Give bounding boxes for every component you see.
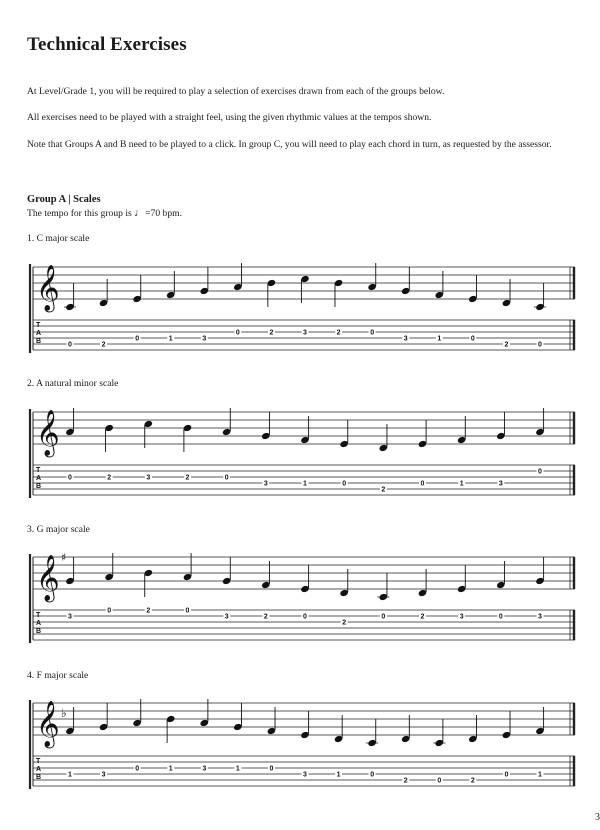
tab-fret-number: 3 <box>146 474 151 482</box>
tab-fret-number: 0 <box>269 765 274 773</box>
tab-fret-number: 2 <box>269 329 274 337</box>
tab-fret-number: 0 <box>381 613 386 621</box>
tab-fret-number: 2 <box>101 341 106 349</box>
tab-fret-number: 0 <box>135 765 140 773</box>
tab-letter-a: A <box>36 766 42 773</box>
tab-fret-number: 0 <box>498 613 503 621</box>
tab-fret-number: 1 <box>437 335 442 343</box>
exercise-3-label: 3. G major scale <box>27 524 90 535</box>
tab-fret-number: 0 <box>370 771 375 779</box>
tab-fret-number: 2 <box>420 613 425 621</box>
tab-fret-number: 0 <box>107 607 112 615</box>
feel-paragraph: All exercises need to be played with a straight feel, using the given rhythmic values at the tempos shown. <box>27 112 432 123</box>
tab-letter-b: B <box>36 483 42 490</box>
tab-fret-number: 1 <box>168 335 173 343</box>
tab-fret-number: 1 <box>303 480 307 488</box>
page-number: 3 <box>595 812 600 823</box>
tab-letter-t: T <box>36 467 41 474</box>
tab-fret-number: 2 <box>403 777 408 785</box>
tab-fret-number: 0 <box>185 607 190 615</box>
tab-fret-number: 3 <box>263 480 268 488</box>
exercise-2-label: 2. A natural minor scale <box>27 378 119 389</box>
tab-fret-number: 1 <box>336 771 341 779</box>
page-title: Technical Exercises <box>27 34 187 55</box>
tab-fret-number: 2 <box>336 329 341 337</box>
flat-icon: ♭ <box>61 706 67 720</box>
tab-fret-number: 0 <box>135 335 140 343</box>
tab-fret-number: 1 <box>235 765 240 773</box>
tab-fret-number: 2 <box>381 486 386 494</box>
tab-letter-a: A <box>36 330 42 337</box>
tab-fret-number: 3 <box>101 771 106 779</box>
exercise-4-label: 4. F major scale <box>27 670 89 681</box>
tab-fret-number: 3 <box>403 335 408 343</box>
group-a-heading: Group A | Scales <box>27 194 101 205</box>
tab-fret-number: 0 <box>68 474 72 482</box>
tab-fret-number: 3 <box>538 613 542 621</box>
tab-letter-b: B <box>36 338 42 345</box>
tab-fret-number: 2 <box>504 341 509 349</box>
tab-fret-number: 3 <box>303 771 307 779</box>
tempo-value: =70 bpm. <box>145 208 182 219</box>
tab-fret-number: 0 <box>437 777 442 785</box>
tab-letter-a: A <box>36 620 42 627</box>
tab-fret-number: 0 <box>224 474 229 482</box>
tab-letter-t: T <box>36 758 41 765</box>
tab-fret-number: 3 <box>303 329 307 337</box>
treble-clef-icon: 𝄞 <box>36 265 60 311</box>
tab-fret-number: 2 <box>107 474 112 482</box>
tab-fret-number: 0 <box>370 329 375 337</box>
tab-fret-number: 0 <box>470 335 475 343</box>
intro-paragraph: At Level/Grade 1, you will be required to play a selection of exercises drawn from each of the groups below. <box>27 86 445 97</box>
tab-fret-number: 2 <box>146 607 151 615</box>
tab-letter-b: B <box>36 628 42 635</box>
groups-paragraph: Note that Groups A and B need to be played to a click. In group C, you will need to play each chord in turn, as requested by the assessor. <box>27 139 552 150</box>
treble-clef-icon: 𝄞 <box>36 410 60 456</box>
tab-fret-number: 3 <box>202 335 207 343</box>
tab-fret-number: 0 <box>420 480 425 488</box>
tab-fret-number: 0 <box>504 771 509 779</box>
tab-fret-number: 3 <box>459 613 464 621</box>
treble-clef-icon: 𝄞 <box>36 701 60 747</box>
tab-fret-number: 2 <box>470 777 475 785</box>
exercise-1-label: 1. C major scale <box>27 233 90 244</box>
quarter-note-icon: ♩ <box>134 207 146 219</box>
tab-fret-number: 2 <box>263 613 268 621</box>
tab-fret-number: 2 <box>185 474 190 482</box>
tab-fret-number: 0 <box>538 468 542 476</box>
tab-fret-number: 0 <box>303 613 307 621</box>
tab-fret-number: 0 <box>342 480 347 488</box>
tab-letter-b: B <box>36 774 42 781</box>
tab-fret-number: 0 <box>538 341 542 349</box>
tempo-prefix: The tempo for this group is <box>27 208 135 219</box>
tab-fret-number: 3 <box>498 480 503 488</box>
treble-clef-icon: 𝄞 <box>36 555 60 601</box>
tab-fret-number: 1 <box>459 480 464 488</box>
tab-fret-number: 1 <box>538 771 542 779</box>
tab-letter-t: T <box>36 322 41 329</box>
tab-fret-number: 1 <box>168 765 173 773</box>
tab-fret-number: 0 <box>235 329 240 337</box>
sharp-icon: ♯ <box>61 551 67 564</box>
tab-fret-number: 3 <box>202 765 207 773</box>
tab-letter-a: A <box>36 475 42 482</box>
tab-fret-number: 2 <box>342 619 347 627</box>
tab-letter-t: T <box>36 612 41 619</box>
tab-fret-number: 1 <box>68 771 72 779</box>
tab-fret-number: 3 <box>68 613 72 621</box>
tab-fret-number: 3 <box>224 613 229 621</box>
tab-fret-number: 0 <box>68 341 72 349</box>
